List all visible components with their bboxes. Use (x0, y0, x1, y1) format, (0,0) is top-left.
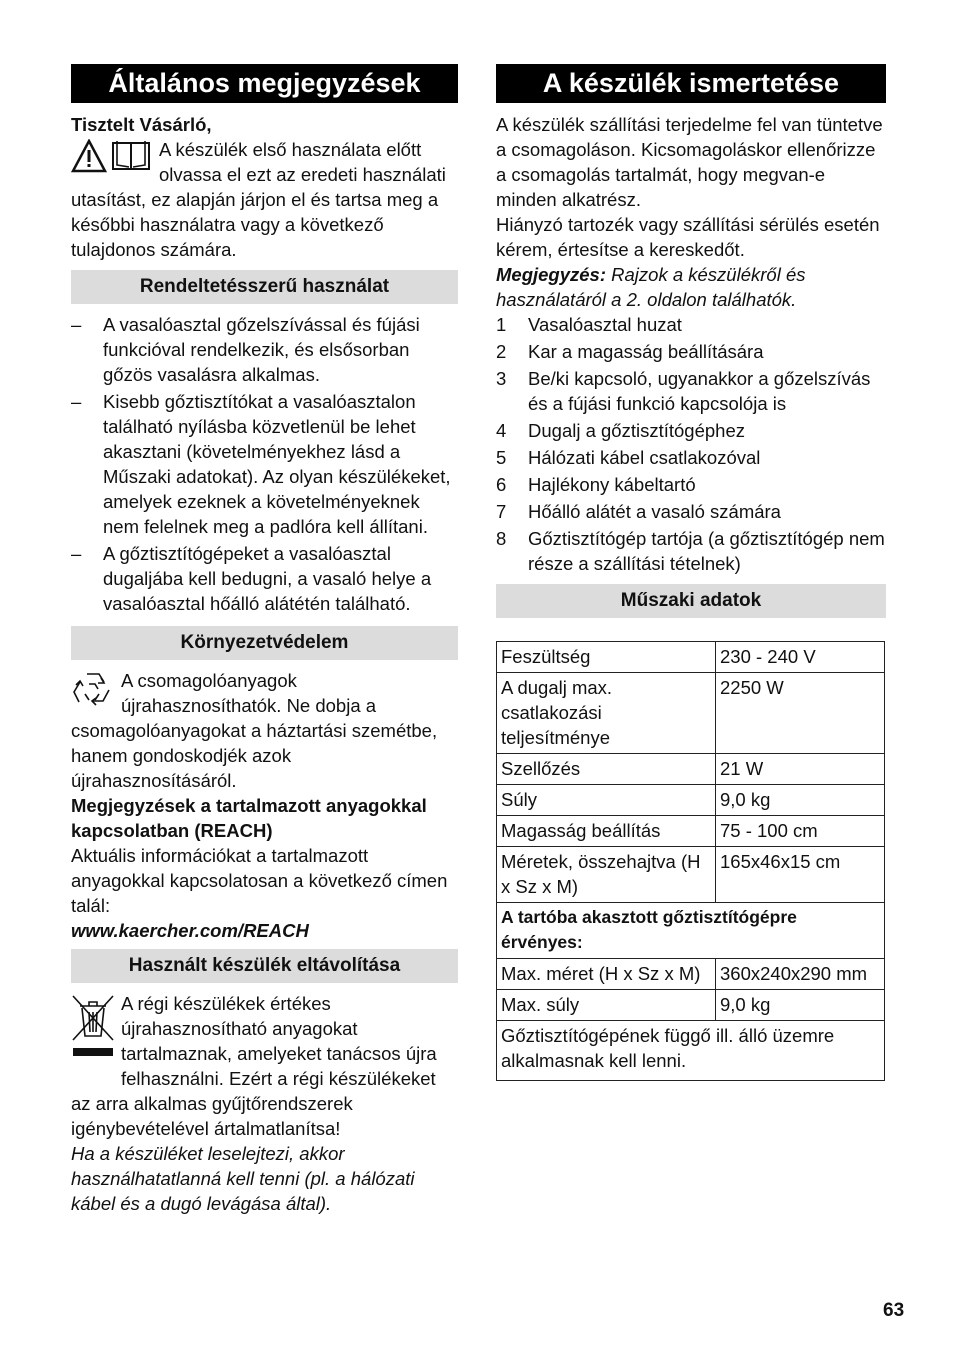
environment-block (71, 668, 458, 793)
table-row (497, 816, 885, 847)
disposal-text: A régi készülékek értékes újrahasznosítható anyagokat tartalmaznak, amelyeket tanácsos újra felhasználni. Ezért a régi készülékeket az arra alkalmas gyűjtőrendszerek igénybevételével ártalmatlanítsa! (71, 993, 437, 1139)
table-row (497, 642, 885, 673)
right-column (496, 64, 886, 1081)
part-number: 7 (496, 501, 507, 522)
part-item (496, 445, 886, 470)
spec-label: Magasság beállítás (497, 816, 716, 847)
part-item (496, 472, 886, 497)
part-item (496, 312, 886, 337)
section-title-general-notes: Általános megjegyzések (71, 64, 458, 103)
spec-value: 9,0 kg (716, 990, 885, 1021)
spec-label: Max. súly (497, 990, 716, 1021)
list-item: – A vasalóasztal gőzelszívással és fújási funkcióval rendelkezik, és elsősorban gőzös vasalásra alkalmas. (71, 314, 420, 385)
left-column (71, 64, 458, 1216)
table-footer-note: Gőztisztítógépének függő ill. álló üzemre alkalmasnak kell lenni. (497, 1021, 885, 1081)
parts-list (496, 312, 886, 576)
reach-heading: Megjegyzések a tartalmazott anyagokkal kapcsolatban (REACH) (71, 795, 427, 841)
scope-text: A készülék szállítási terjedelme fel van tüntetve a csomagoláson. Kicsomagoláskor ellenőrizze a csomagolás tartalmát, hogy megvan-e minden alkatrész. (496, 114, 883, 210)
part-number: 6 (496, 474, 507, 495)
part-item (496, 526, 886, 576)
spec-value: 165x46x15 cm (716, 847, 885, 903)
subsection-title-intended-use: Rendeltetésszerű használat (71, 270, 458, 304)
table-row (497, 990, 885, 1021)
part-item (496, 339, 886, 364)
subsection-title-technical-data: Műszaki adatok (496, 584, 886, 618)
part-text: Kar a magasság beállítására (528, 341, 764, 362)
hanging-spec-heading: A tartóba akasztott gőztisztítógépre érvényes: (497, 903, 885, 959)
spec-label: Feszültség (497, 642, 716, 673)
part-text: Be/ki kapcsoló, ugyanakkor a gőzelszívás és a fújási funkció kapcsolója is (528, 368, 871, 414)
note-text: Rajzok a készülékről és használatáról a 2. oldalon találhatók. (496, 264, 806, 310)
note (496, 262, 886, 312)
damage-text: Hiányzó tartozék vagy szállítási sérülés esetén kérem, értesítse a kereskedőt. (496, 214, 880, 260)
list-item: – A gőztisztítógépeket a vasalóasztal dugaljába kell bedugni, a vasaló helye a vasalóasztal hőálló alátétén található. (71, 543, 432, 614)
spec-label: A dugalj max. csatlakozási teljesítménye (497, 673, 716, 754)
subsection-title-environment: Környezetvédelem (71, 626, 458, 660)
intended-use-list (71, 312, 458, 616)
table-row (497, 959, 885, 990)
spec-value: 9,0 kg (716, 785, 885, 816)
spec-label: Max. méret (H x Sz x M) (497, 959, 716, 990)
recycle-icon (71, 668, 115, 718)
spec-value: 360x240x290 mm (716, 959, 885, 990)
spec-table (496, 641, 885, 1081)
table-row (497, 785, 885, 816)
table-row (497, 754, 885, 785)
table-row (497, 903, 885, 959)
spec-value: 2250 W (716, 673, 885, 754)
intro-text: A készülék első használata előtt olvassa el ezt az eredeti használati utasítást, ez alapján járjon el és tartsa meg a későbbi használatra vagy a következő tulajdonos számára. (71, 139, 446, 260)
part-text: Vasalóasztal huzat (528, 314, 682, 335)
part-number: 5 (496, 447, 507, 468)
intro-block (71, 137, 458, 262)
warning-triangle-icon (71, 139, 107, 179)
spec-label: Méretek, összehajtva (H x Sz x M) (497, 847, 716, 903)
reach-url[interactable]: www.kaercher.com/REACH (71, 920, 309, 941)
part-text: Dugalj a gőztisztítógéphez (528, 420, 745, 441)
greeting: Tisztelt Vásárló, (71, 114, 212, 135)
part-number: 8 (496, 528, 507, 549)
spec-value: 230 - 240 V (716, 642, 885, 673)
spec-value: 21 W (716, 754, 885, 785)
list-item: – Kisebb gőztisztítókat a vasalóasztalon található nyílásba közvetlenül be lehet akasztani (követelményekhez lásd a Műszaki adatokat). Az olyan készülékeket, amelyek ezeknek a követelményeknek nem felelnek meg a padlóra kell állítani. (71, 391, 451, 537)
part-text: Hajlékony kábeltartó (528, 474, 696, 495)
table-row (497, 847, 885, 903)
part-text: Hőálló alátét a vasaló számára (528, 501, 781, 522)
manual-book-icon (109, 139, 153, 179)
part-number: 3 (496, 368, 507, 389)
part-item (496, 366, 886, 416)
environment-text: A csomagolóanyagok újrahasznosíthatók. Ne dobja a csomagolóanyagokat a háztartási szemétbe, hanem gondoskodjék azok újrahasznosításáról. (71, 670, 438, 791)
table-row (497, 1021, 885, 1081)
spec-value: 75 - 100 cm (716, 816, 885, 847)
spec-label: Súly (497, 785, 716, 816)
part-item (496, 499, 886, 524)
table-row (497, 673, 885, 754)
spec-label: Szellőzés (497, 754, 716, 785)
part-number: 2 (496, 341, 507, 362)
crossed-bin-icon (71, 994, 115, 1068)
part-item (496, 418, 886, 443)
note-label: Megjegyzés: (496, 264, 607, 285)
disposal-note: Ha a készüléket leselejtezi, akkor használhatatlanná kell tenni (pl. a hálózati kábel és a dugó levágása által). (71, 1143, 415, 1214)
disposal-block (71, 991, 458, 1141)
part-text: Hálózati kábel csatlakozóval (528, 447, 761, 468)
page-number: 63 (883, 1300, 905, 1321)
part-number: 4 (496, 420, 507, 441)
part-text: Gőztisztítógép tartója (a gőztisztítógép nem része a szállítási tételnek) (528, 528, 885, 574)
section-title-device-description: A készülék ismertetése (496, 64, 886, 103)
part-number: 1 (496, 314, 507, 335)
reach-text: Aktuális információkat a tartalmazott anyagokkal kapcsolatosan a következő címen talál: (71, 845, 448, 916)
subsection-title-disposal: Használt készülék eltávolítása (71, 949, 458, 983)
